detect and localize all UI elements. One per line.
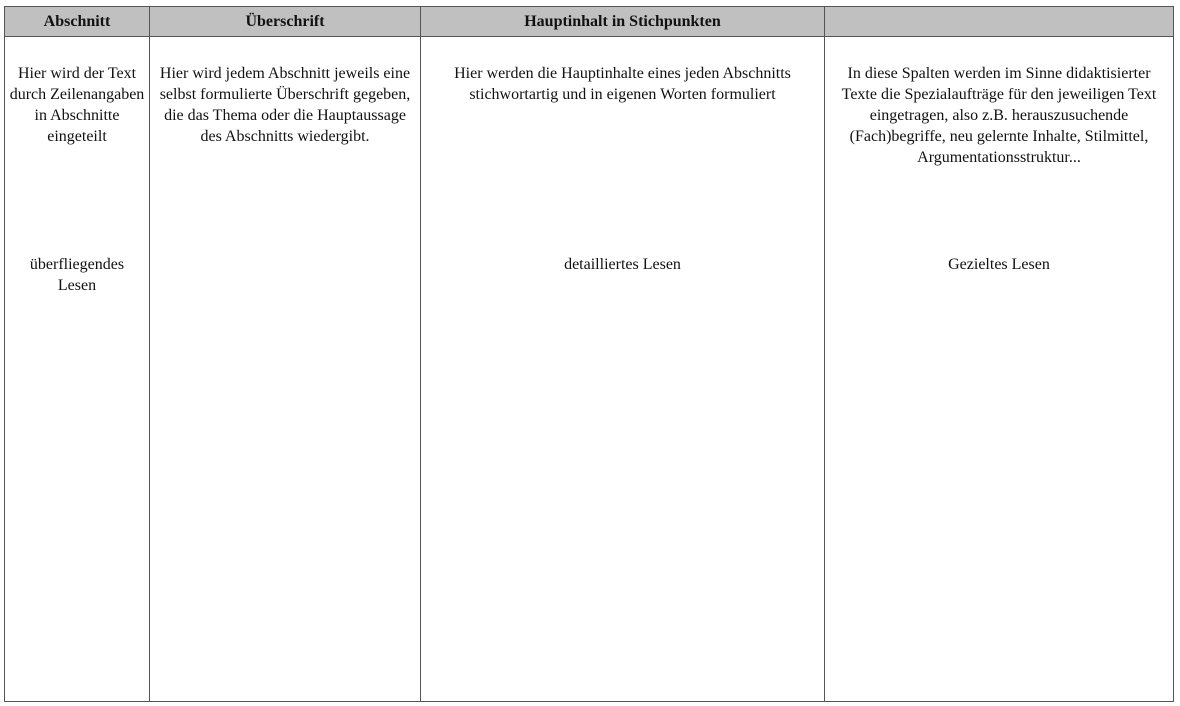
reading-mode-label: überfliegendes Lesen bbox=[29, 256, 125, 294]
reading-method-table bbox=[4, 6, 1174, 702]
column-ueberschrift bbox=[150, 37, 421, 702]
column-hauptinhalt bbox=[421, 37, 825, 702]
reading-mode-label: detailliertes Lesen bbox=[564, 256, 681, 273]
reading-mode-label: Gezieltes Lesen bbox=[948, 256, 1050, 273]
column-description: Hier wird der Text durch Zeilenangaben in Abschnitte eingeteilt bbox=[9, 65, 145, 145]
header-abschnitt: Abschnitt bbox=[5, 7, 150, 37]
column-abschnitt bbox=[5, 37, 150, 702]
column-description: Hier werden die Hauptinhalte eines jeden Abschnitts stichwortartig und in eigenen Worten formuliert bbox=[454, 65, 791, 103]
header-hauptinhalt: Hauptinhalt in Stichpunkten bbox=[421, 7, 825, 37]
column-description: In diese Spalten werden im Sinne didaktisierter Texte die Spezialaufträge für den jeweiligen Text eingetragen, also z.B. herauszusuchende (Fach)begriffe, neu gelernte Inhalte, Stilmittel, Argumentationsstruktur... bbox=[841, 65, 1157, 166]
content-row bbox=[5, 37, 1174, 702]
column-description: Hier wird jedem Abschnitt jeweils eine selbst formulierte Überschrift gegeben, die das Thema oder die Hauptaussage des Abschnitts wiedergibt. bbox=[159, 65, 411, 145]
header-ueberschrift: Überschrift bbox=[150, 7, 421, 37]
column-spezialauftraege bbox=[825, 37, 1174, 702]
header-row bbox=[5, 7, 1174, 37]
header-empty bbox=[825, 7, 1174, 37]
